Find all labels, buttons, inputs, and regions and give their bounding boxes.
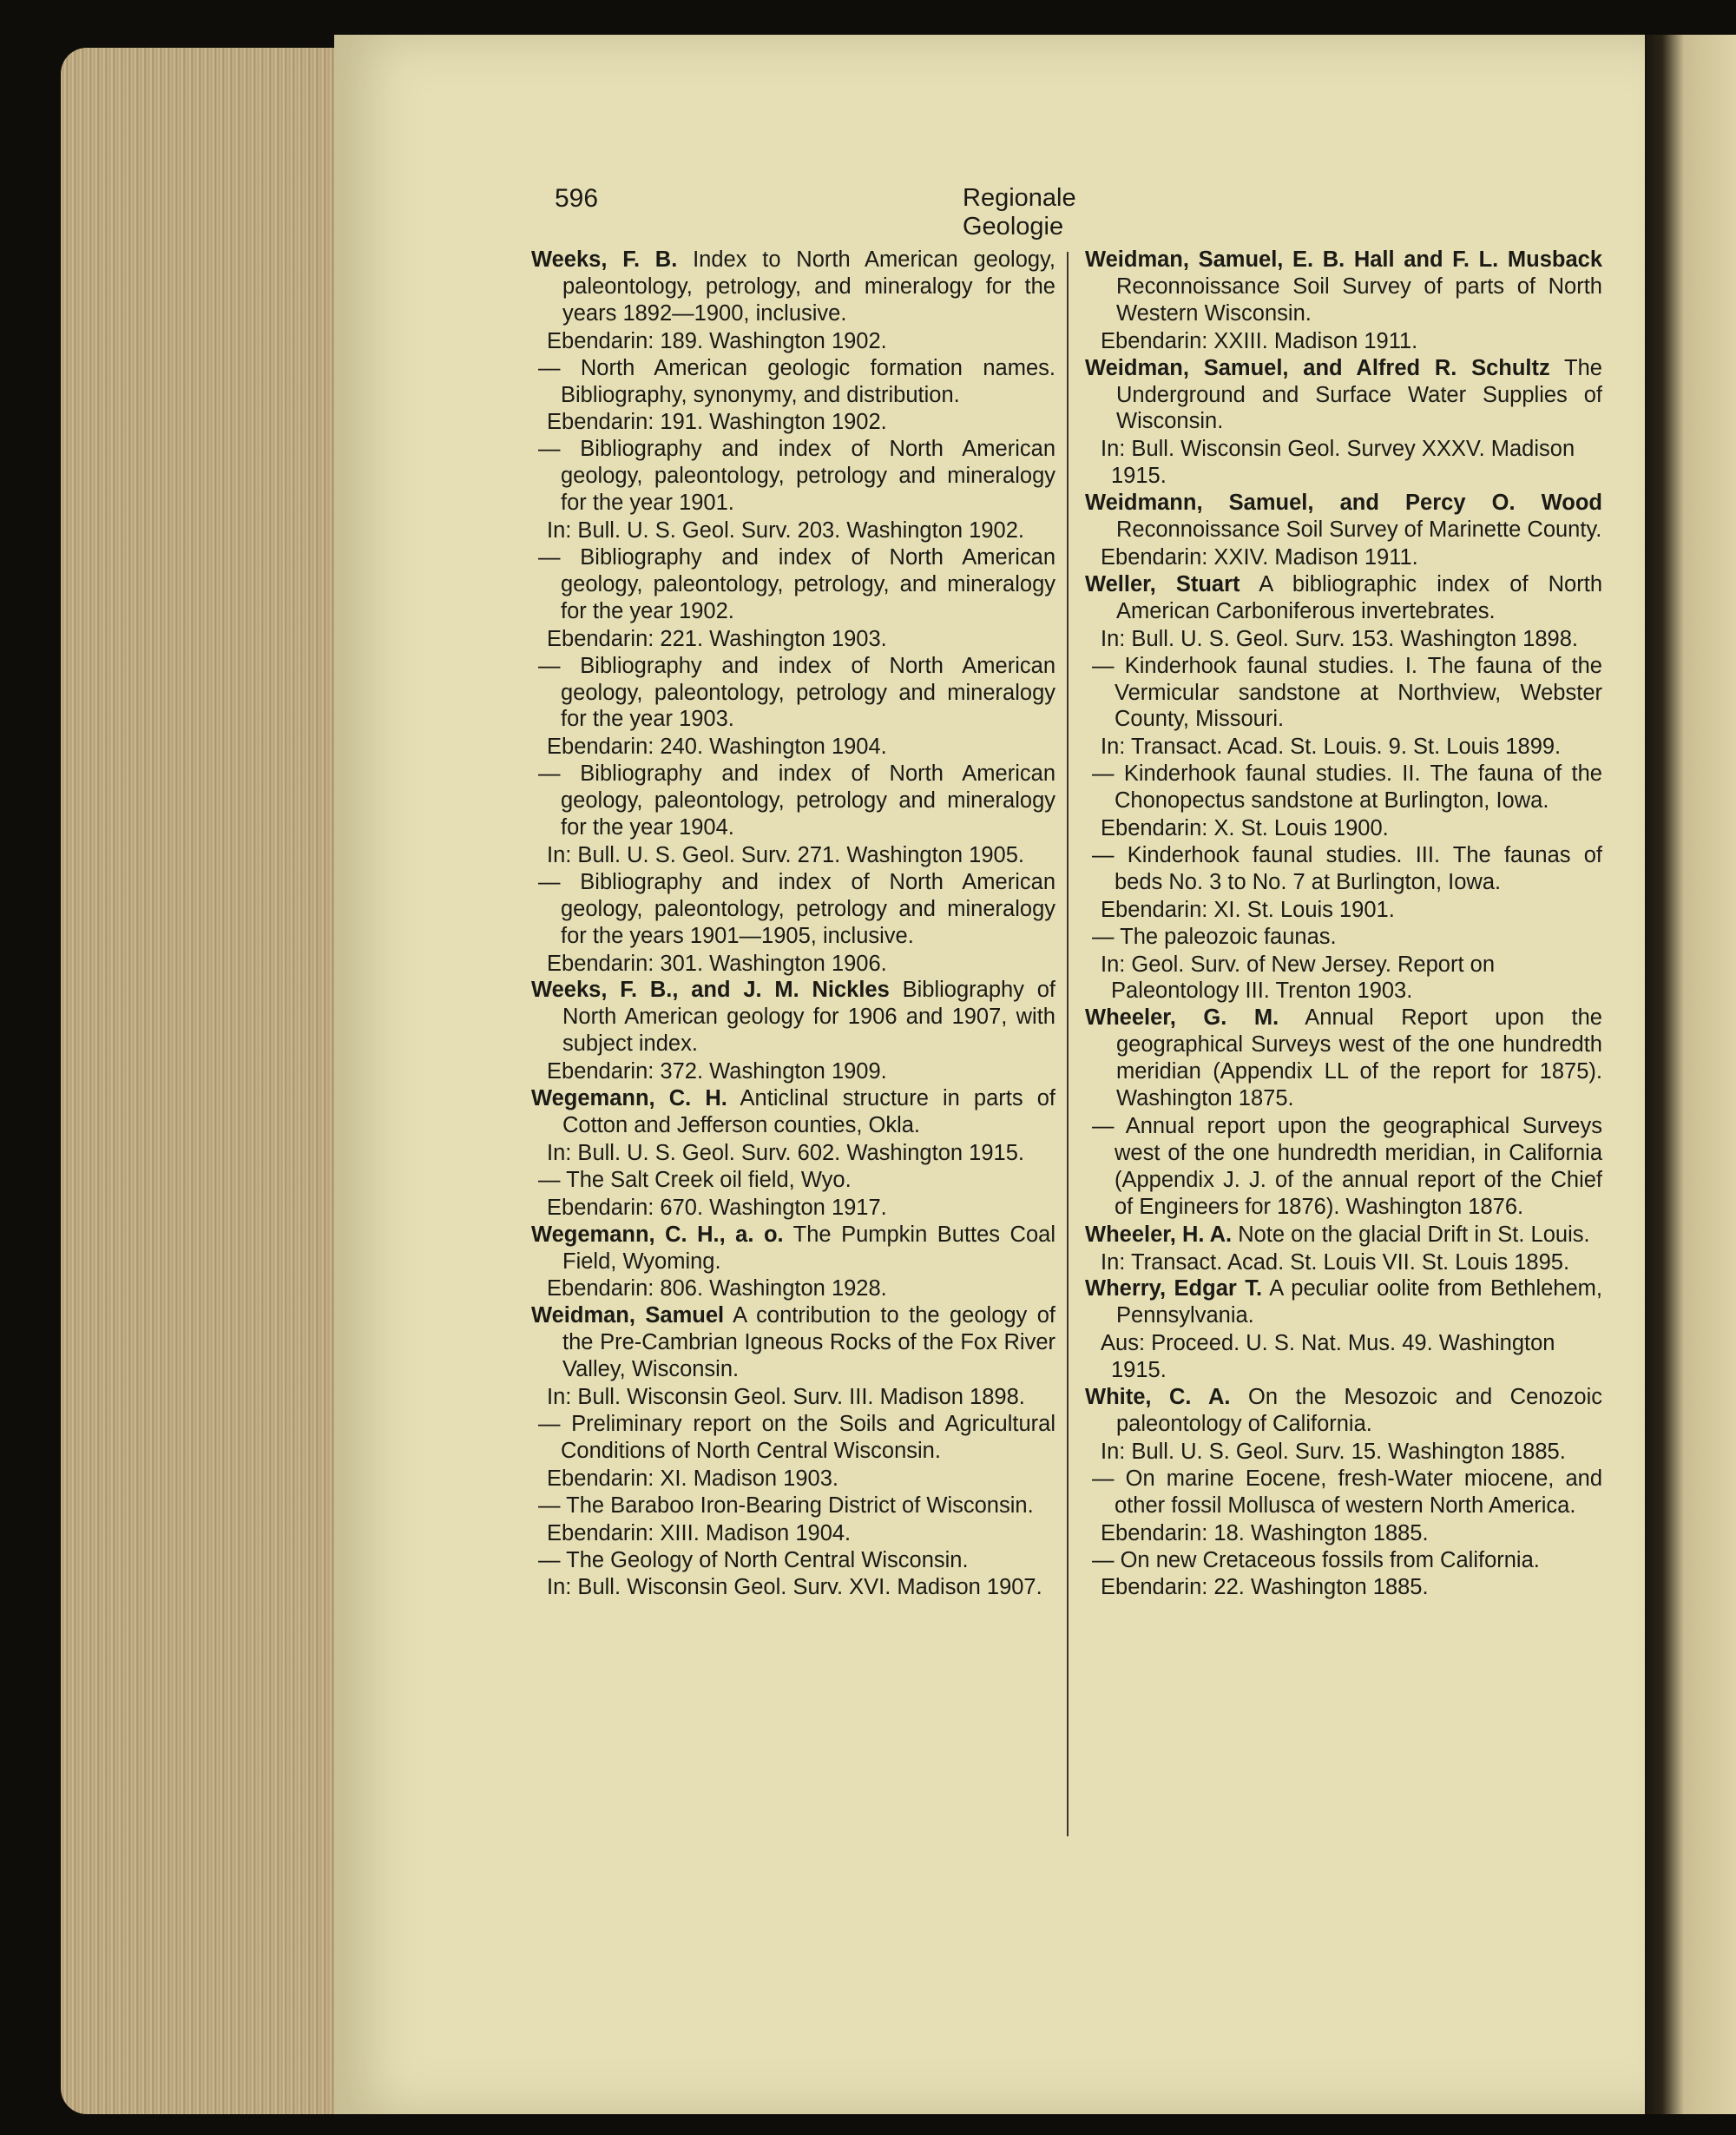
entry-title: Reconnoissance Soil Survey of Marinette County. — [1116, 517, 1602, 543]
entry-author: — — [538, 653, 561, 678]
entry-title: Note on the glacial Drift in St. Louis. — [1238, 1222, 1590, 1247]
entry-reference: Ebendarin: XXIII. Madison 1911. — [1101, 328, 1418, 353]
entry-citation — [1085, 761, 1602, 814]
entry-citation — [1085, 247, 1602, 327]
bibliography-entry — [531, 1222, 1055, 1303]
entry-title: Bibliography and index of North American geology, paleontology, petrology and mineralogy for the year 1904. — [561, 761, 1055, 840]
entry-citation — [1085, 1275, 1602, 1329]
bibliography-entry — [531, 869, 1055, 978]
bibliography-entry — [1085, 247, 1602, 355]
entry-citation — [531, 1302, 1055, 1383]
entry-title: The paleozoic faunas. — [1120, 924, 1337, 949]
entry-title: Kinderhook faunal studies. I. The fauna of the Vermicular sandstone at Northview, Webster County, Missouri. — [1115, 653, 1602, 732]
entry-reference: Ebendarin: 240. Washington 1904. — [547, 735, 887, 760]
entry-reference: In: Geol. Surv. of New Jersey. Report on Paleontology III. Trenton 1903. — [1101, 952, 1495, 1004]
entry-reference: In: Bull. Wisconsin Geol. Survey XXXV. Madison 1915. — [1101, 437, 1575, 489]
bibliography-entry — [531, 247, 1055, 355]
entry-author: Wegemann, C. H., a. o. — [531, 1222, 784, 1247]
left-column — [531, 247, 1055, 1601]
entry-author: Weidmann, Samuel, and Percy O. Wood — [1085, 491, 1602, 516]
entry-citation — [1085, 653, 1602, 734]
book-page-edges — [61, 48, 347, 2114]
entry-citation — [531, 1493, 1055, 1519]
entry-citation — [531, 355, 1055, 409]
entry-citation — [531, 247, 1055, 327]
entry-title: Annual report upon the geographical Surveys west of the one hundredth meridian, in California (Appendix J. J. of the annual report of the Chief of Engineers for 1876). Washington 1876. — [1115, 1114, 1602, 1219]
entry-reference: In: Transact. Acad. St. Louis VII. St. Louis 1895. — [1101, 1249, 1570, 1275]
entry-reference: Ebendarin: 221. Washington 1903. — [547, 626, 887, 651]
bibliography-entry — [1085, 1005, 1602, 1112]
bibliography-entry — [1085, 653, 1602, 761]
bibliography-entry — [531, 653, 1055, 761]
bibliography-entry — [1085, 761, 1602, 842]
entry-author: — — [538, 437, 561, 462]
entry-citation — [531, 436, 1055, 517]
entry-author: — — [1092, 1466, 1115, 1491]
entry-citation — [531, 1085, 1055, 1139]
entry-author: Wegemann, C. H. — [531, 1086, 727, 1111]
entry-author: White, C. A. — [1085, 1385, 1231, 1410]
entry-title: Bibliography and index of North American geology, paleontology, petrology and mineralogy for the year 1901. — [561, 437, 1055, 516]
bibliography-entry — [531, 436, 1055, 544]
bibliography-entry — [531, 544, 1055, 653]
entry-title: Reconnoissance Soil Survey of parts of North Western Wisconsin. — [1116, 273, 1602, 326]
entry-title: A contribution to the geology of the Pre-Cambrian Igneous Rocks of the Fox River Valley, Wisconsin. — [562, 1303, 1056, 1382]
entry-reference: Ebendarin: X. St. Louis 1900. — [1101, 816, 1389, 841]
entry-reference: Ebendarin: 189. Washington 1902. — [547, 328, 887, 353]
bibliography-entry — [1085, 1547, 1602, 1602]
page-header — [551, 184, 1176, 241]
entry-reference: In: Bull. U. S. Geol. Surv. 15. Washington 1885. — [1101, 1439, 1566, 1464]
bibliography-entry — [1085, 490, 1602, 571]
entry-citation — [1085, 1466, 1602, 1519]
entry-author: — — [1092, 842, 1115, 867]
entry-author: Weidman, Samuel — [531, 1303, 725, 1328]
entry-reference: Ebendarin: 301. Washington 1906. — [547, 951, 887, 976]
entry-reference: In: Transact. Acad. St. Louis. 9. St. Louis 1899. — [1101, 735, 1562, 760]
bibliography-entry — [1085, 1466, 1602, 1547]
entry-author: — — [1092, 1547, 1115, 1572]
entry-title: The Baraboo Iron-Bearing District of Wisconsin. — [566, 1493, 1034, 1518]
entry-title: North American geologic formation names. Bibliography, synonymy, and distribution. — [561, 355, 1055, 407]
bibliography-entry — [531, 1547, 1055, 1602]
entry-reference: Ebendarin: 22. Washington 1885. — [1101, 1575, 1429, 1600]
entry-citation — [531, 869, 1055, 950]
entry-citation — [531, 1547, 1055, 1574]
page-number: 596 — [555, 184, 599, 213]
entry-title: The Salt Creek oil field, Wyo. — [566, 1167, 852, 1192]
entry-reference: Ebendarin: 806. Washington 1928. — [547, 1276, 887, 1301]
entry-title: Bibliography of North American geology for 1906 and 1907, with subject index. — [562, 978, 1055, 1057]
bibliography-entry — [531, 761, 1055, 869]
entry-author: — — [538, 544, 561, 570]
entry-title: Index to North American geology, paleontology, petrology, and mineralogy for the years 1892—1900, inclusive. — [562, 247, 1055, 326]
entry-author: — — [538, 355, 561, 380]
entry-reference: Ebendarin: 372. Washington 1909. — [547, 1059, 887, 1084]
entry-title: The Geology of North Central Wisconsin. — [566, 1547, 969, 1572]
entry-title: Bibliography and index of North American geology, paleontology, petrology and mineralogy for the year 1903. — [561, 653, 1055, 732]
entry-reference: In: Bull. Wisconsin Geol. Surv. XVI. Madison 1907. — [547, 1575, 1042, 1600]
entry-author: Weidman, Samuel, E. B. Hall and F. L. Musback — [1085, 247, 1602, 272]
bibliography-entry — [1085, 1113, 1602, 1221]
entry-title: On new Cretaceous fossils from California. — [1120, 1547, 1540, 1572]
bibliography-entry — [1085, 355, 1602, 491]
entry-title: On marine Eocene, fresh-Water miocene, and other fossil Mollusca of western North America. — [1115, 1466, 1602, 1518]
entry-reference: In: Bull. Wisconsin Geol. Surv. III. Madison 1898. — [547, 1385, 1025, 1410]
entry-citation — [1085, 842, 1602, 896]
bibliography-entry — [531, 1085, 1055, 1167]
entry-citation — [531, 1411, 1055, 1465]
entry-title: On the Mesozoic and Cenozoic paleontology of California. — [1116, 1385, 1602, 1436]
entry-author: — — [538, 1411, 561, 1436]
entry-reference: In: Bull. U. S. Geol. Surv. 602. Washington 1915. — [547, 1140, 1024, 1165]
entry-reference: Ebendarin: 18. Washington 1885. — [1101, 1520, 1429, 1545]
entry-title: Kinderhook faunal studies. III. The faunas of beds No. 3 to No. 7 at Burlington, Iowa. — [1115, 842, 1602, 894]
entry-author: — — [1092, 761, 1115, 787]
entry-citation — [531, 761, 1055, 841]
bibliography-entry — [1085, 842, 1602, 924]
entry-citation — [1085, 1384, 1602, 1438]
entry-author: Weeks, F. B. — [531, 247, 678, 272]
entry-author: — — [538, 1493, 561, 1518]
entry-author: Weidman, Samuel, and Alfred R. Schultz — [1085, 355, 1550, 380]
entry-citation — [1085, 1547, 1602, 1574]
entry-author: — — [538, 1547, 561, 1572]
entry-reference: Ebendarin: 191. Washington 1902. — [547, 410, 887, 435]
entry-reference: In: Bull. U. S. Geol. Surv. 153. Washington 1898. — [1101, 626, 1578, 651]
entry-author: Wheeler, H. A. — [1085, 1222, 1233, 1247]
entry-author: — — [538, 761, 561, 787]
entry-title: Preliminary report on the Soils and Agricultural Conditions of North Central Wisconsin. — [561, 1411, 1055, 1463]
bibliography-entry — [531, 355, 1055, 437]
entry-citation — [1085, 1222, 1602, 1249]
entry-title: The Underground and Surface Water Supplies of Wisconsin. — [1116, 355, 1602, 434]
entry-reference: In: Bull. U. S. Geol. Surv. 271. Washington 1905. — [547, 842, 1024, 867]
entry-citation — [1085, 490, 1602, 544]
bibliography-entry — [1085, 1275, 1602, 1384]
entry-title: A bibliographic index of North American Carboniferous invertebrates. — [1116, 571, 1602, 623]
facing-page-edge — [1645, 35, 1736, 2114]
entry-author: Wheeler, G. M. — [1085, 1005, 1279, 1031]
entry-citation — [1085, 1113, 1602, 1221]
entry-author: — — [1092, 924, 1115, 949]
bibliography-entry — [1085, 924, 1602, 1005]
entry-reference: Ebendarin: XXIV. Madison 1911. — [1101, 544, 1418, 570]
entry-citation — [1085, 571, 1602, 625]
entry-citation — [1085, 355, 1602, 436]
entry-reference: Ebendarin: XI. St. Louis 1901. — [1101, 897, 1395, 922]
bibliography-entry — [1085, 1222, 1602, 1276]
entry-author: Weeks, F. B., and J. M. Nickles — [531, 978, 890, 1003]
bibliography-entry — [531, 1493, 1055, 1547]
entry-author: — — [1092, 653, 1115, 678]
entry-citation — [1085, 924, 1602, 951]
entry-title: Kinderhook faunal studies. II. The fauna of the Chonopectus sandstone at Burlington, Iowa. — [1115, 761, 1602, 814]
entry-reference: Ebendarin: 670. Washington 1917. — [547, 1195, 887, 1220]
entry-reference: In: Bull. U. S. Geol. Surv. 203. Washington 1902. — [547, 518, 1024, 544]
bibliography-entry — [531, 1167, 1055, 1222]
entry-citation — [531, 544, 1055, 625]
entry-citation — [531, 653, 1055, 734]
entry-title: Anticlinal structure in parts of Cotton and Jefferson counties, Okla. — [562, 1086, 1055, 1137]
entry-reference: Ebendarin: XI. Madison 1903. — [547, 1466, 838, 1491]
running-title: Regionale Geologie — [963, 184, 1076, 241]
bibliography-entry — [1085, 1384, 1602, 1466]
entry-author: Weller, Stuart — [1085, 571, 1240, 596]
entry-title: A peculiar oolite from Bethlehem, Pennsylvania. — [1116, 1276, 1602, 1328]
column-divider — [1067, 252, 1069, 1836]
right-column — [1085, 247, 1602, 1601]
entry-title: Annual Report upon the geographical Surveys west of the one hundredth meridian (Appendix LL of the report for 1875). Washington 1875. — [1116, 1005, 1602, 1111]
entry-title: Bibliography and index of North American geology, paleontology, petrology and mineralogy for the years 1901—1905, inclusive. — [561, 869, 1055, 948]
bibliography-entry — [531, 977, 1055, 1085]
entry-reference: Aus: Proceed. U. S. Nat. Mus. 49. Washington 1915. — [1101, 1331, 1555, 1383]
entry-author: — — [538, 1167, 561, 1192]
entry-author: Wherry, Edgar T. — [1085, 1276, 1263, 1301]
entry-citation — [531, 977, 1055, 1058]
entry-title: Bibliography and index of North American geology, paleontology, petrology, and mineralogy for the year 1902. — [561, 544, 1055, 623]
bibliography-entry — [1085, 571, 1602, 653]
entry-citation — [1085, 1005, 1602, 1112]
bibliography-entry — [531, 1411, 1055, 1493]
entry-author: — — [538, 869, 561, 894]
bibliography-entry — [531, 1302, 1055, 1411]
entry-reference: Ebendarin: XIII. Madison 1904. — [547, 1520, 852, 1545]
entry-citation — [531, 1222, 1055, 1275]
entry-citation — [531, 1167, 1055, 1194]
entry-author: — — [1092, 1114, 1115, 1138]
entry-title: The Pumpkin Buttes Coal Field, Wyoming. — [562, 1222, 1055, 1274]
